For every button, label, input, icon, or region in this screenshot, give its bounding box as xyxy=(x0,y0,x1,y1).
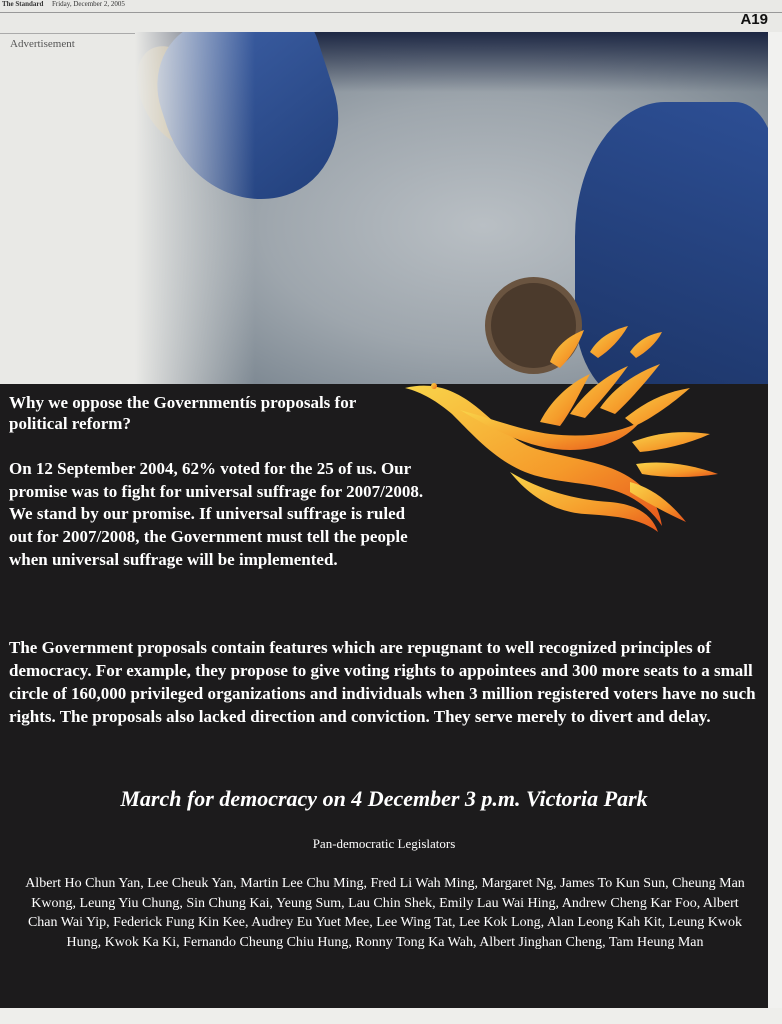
paragraph-proposals: The Government proposals contain features which are repugnant to well recognized principles of democracy. For example, they propose to give voting rights to appointees and 300 more seats to a small circle of 160,000 privileged organizations and individuals when 3 million registered voters have no such rights. The proposals also lacked direction and conviction. They serve merely to divert and delay. xyxy=(9,638,756,726)
photo-fade xyxy=(135,32,255,384)
issue-date: Friday, December 2, 2005 xyxy=(52,0,125,8)
phoenix-icon xyxy=(400,322,730,584)
question-heading: Why we oppose the Governmentís proposals for political reform? xyxy=(9,393,356,433)
legislator-names: Albert Ho Chun Yan, Lee Cheuk Yan, Martin Lee Chu Ming, Fred Li Wah Ming, Margaret Ng, James To Kun Sun, Cheung Man Kwong, Leung Yiu Chung, Sin Chung Kai, Yeung Sum, Lau Chin Shek, Emily Lau Wai Hing, Andrew Cheng Kar Foo, Albert Chan Wai Yip, Federick Fung Kin Kee, Audrey Eu Yuet Mee, Lee Wing Tat, Lee Kok Long, Alan Leong Kah Kit, Leung Kwok Hung, Kwok Ka Ki, Fernando Cheung Chiu Hung, Ronny Tong Ka Wah, Albert Jinghan Cheng, Tam Heung Man xyxy=(25,876,745,950)
paragraph-promise: On 12 September 2004, 62% voted for the 25 of us. Our promise was to fight for universal suffrage for 2007/2008. We stand by our promise. If universal suffrage is ruled out for 2007/2008, the Government must tell the people when universal suffrage will be implemented. xyxy=(9,459,424,569)
masthead xyxy=(0,0,782,12)
header-rule xyxy=(0,12,782,13)
page-margin-right xyxy=(768,32,782,1024)
page-number: A19 xyxy=(740,11,768,28)
page-margin-bottom xyxy=(0,1008,782,1024)
signatory-group: Pan-democratic Legislators xyxy=(312,836,456,851)
march-headline: March for democracy on 4 December 3 p.m. Victoria Park xyxy=(120,786,648,811)
paper-name: The Standard xyxy=(2,0,44,8)
advertisement-label: Advertisement xyxy=(10,38,75,50)
